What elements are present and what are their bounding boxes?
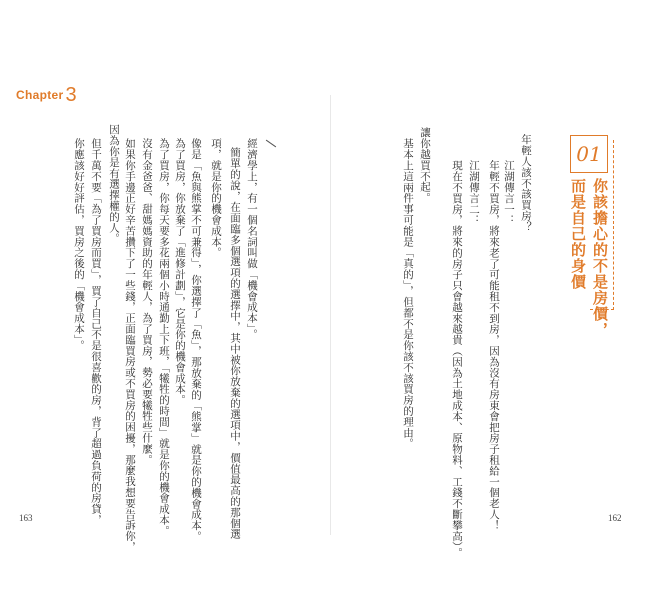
- left-col-4: 像是「魚與熊掌不可兼得」，你選擇了「魚」，那放棄的「熊掌」就是你的機會成本。: [190, 138, 202, 542]
- book-gutter: [330, 95, 331, 535]
- left-col-8: 如果你手邊正好辛苦攢下了一些錢，正面臨買房或不買房的困擾，那麼我想要告訴你，: [124, 138, 136, 553]
- left-col-11: 你應該好好評估，買房之後的「機會成本」。: [73, 138, 85, 351]
- decorative-slash: [266, 140, 276, 148]
- lesson-title-line-1: 你該擔心的不是房價，: [591, 178, 609, 338]
- left-page-number: 163: [19, 513, 33, 523]
- left-col-7: 沒有金爸爸、甜媽媽資助的年輕人，為了買房，勢必要犧牲些什麼。: [141, 138, 153, 465]
- right-col-5: 現在不買房，將來的房子只會越來越貴（因為土地成本、原物料、工錢不斷攀高）。: [451, 160, 463, 559]
- chapter-word: Chapter: [16, 88, 64, 102]
- chapter-label: [16, 84, 77, 107]
- left-col-2: 簡單的說，在面臨多個選項的選擇中，其中被你放棄的選項中，價值最高的那個選: [229, 147, 241, 540]
- dashed-rule-vertical: [613, 140, 614, 310]
- right-col-3: 年輕不買房，將來老了可能租不到房，因為沒有房東會把房子租給一個老人！: [488, 160, 500, 531]
- lesson-title-line-2: 而是自己的身價: [569, 178, 587, 290]
- left-col-9: 因為你是有選擇權的人。: [108, 124, 120, 244]
- right-page-number: 162: [608, 513, 622, 523]
- right-col-2: 江湖傳言一：: [503, 160, 515, 226]
- right-col-1: 年輕人該不該買房？: [520, 134, 532, 233]
- chapter-number: 3: [65, 84, 77, 106]
- left-col-10: 但千萬不要「為了買房而買」，買了自己不是很喜歡的房，背了超過負荷的房貸，: [90, 138, 102, 526]
- left-col-3: 項，就是你的機會成本。: [210, 138, 222, 258]
- left-col-5: 為了買房，你放棄了「進修計劃」，它是你的機會成本。: [174, 138, 186, 406]
- left-col-1: 經濟學上，有一個名詞叫做「機會成本」。: [246, 138, 258, 340]
- right-col-7: 基本上這兩件事可能是「真的」，但都不是你該不該買房的理由。: [402, 138, 414, 449]
- lesson-number: 01: [570, 135, 608, 173]
- left-col-6: 為了買房，你每天要多花兩個小時通勤上下班，「犧牲的時間」就是你的機會成本。: [158, 138, 170, 537]
- right-col-4: 江湖傳言二：: [468, 160, 480, 226]
- right-col-6: 讓你越買不起。: [419, 127, 431, 204]
